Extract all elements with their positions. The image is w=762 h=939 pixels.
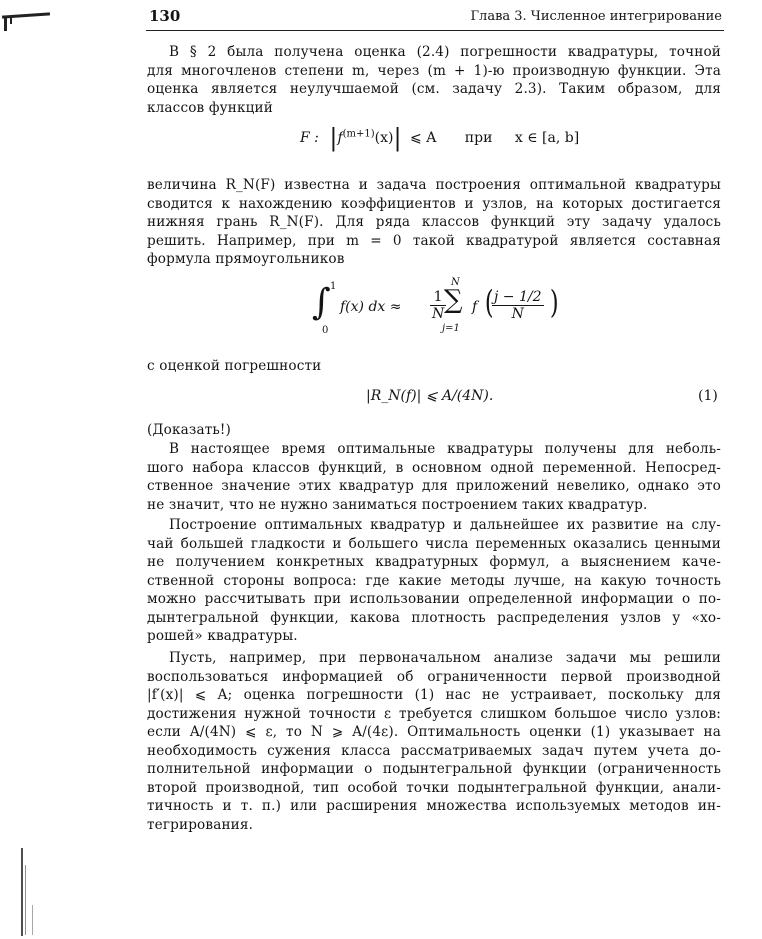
equation-number: (1) — [698, 388, 718, 404]
paragraph — [147, 440, 721, 514]
page-number: 130 — [149, 7, 181, 25]
eq-func: f — [472, 299, 478, 315]
text-line: Пусть, например, при первоначальном анализе задачи мы решили — [169, 650, 721, 666]
text-line: если A/(4N) ⩽ ε, то N ⩾ A/(4ε). Оптимальность оценки (1) указывает на — [147, 724, 721, 740]
text-line: формула прямоугольников — [147, 251, 345, 267]
text-line: классов функций — [147, 99, 273, 116]
fraction-numerator: 1 — [430, 289, 446, 306]
text-line: необходимость сужения класса рассматриваемых задач путем учета до- — [147, 742, 721, 759]
fraction-numerator: j − 1/2 — [494, 289, 542, 305]
paren-right: ) — [549, 283, 559, 321]
paragraph — [147, 357, 721, 376]
text-line: дынтегральной функции, какова плотность распределения узлов у «хо- — [147, 609, 721, 626]
text-line: рошей» квадратуры. — [147, 628, 298, 644]
text-line: Построение оптимальных квадратур и дальнейшее их развитие на слу- — [169, 517, 721, 533]
scan-mark — [21, 848, 23, 936]
text-line: не значит, что не нужно заниматься построением таких квадратур. — [147, 496, 648, 513]
text-line: можно рассчитывать при использовании определенной информации о по- — [147, 591, 721, 607]
header-rule — [146, 30, 724, 31]
sum-sign: ∑ — [444, 285, 463, 315]
text-line: полнительной информации о подынтегральной функции (ограниченность — [147, 761, 721, 777]
text-line: В § 2 была получена оценка (2.4) погрешности квадратуры, точной — [169, 44, 721, 60]
text-line: решить. Например, при m = 0 такой квадратурой является составная — [147, 232, 721, 249]
equation-rectangles-formula — [312, 277, 562, 339]
text-line: сводится к нахождению коэффициентов и узлов, на которых достигается — [147, 195, 721, 212]
eq-arg: (x) — [374, 130, 394, 146]
paragraph — [147, 421, 721, 440]
integrand: f(x) dx ≈ — [340, 299, 402, 315]
scan-mark — [32, 905, 33, 935]
sum-lower: j=1 — [442, 323, 460, 334]
paragraph — [147, 516, 721, 646]
paragraph — [147, 43, 721, 117]
text-line: В настоящее время оптимальные квадратуры получены для неболь- — [169, 441, 721, 457]
scan-mark — [10, 16, 12, 24]
eq-power: (m+1) — [342, 128, 375, 140]
eq-func: f — [337, 130, 343, 146]
eq-lhs: F : — [300, 130, 319, 146]
equation-class-definition: F : $|f^{(m+1)}(x)|$ ⩽ A при x ∈ [a, b] — [300, 124, 580, 152]
text-line: оценка является неулучшаемой (см. задачу 2.3). Таким образом, для — [147, 81, 721, 97]
text-line: воспользоваться информацией об ограниченности первой производной — [147, 668, 721, 685]
text-line: ственное значение этих квадратур для приложений невелико, однако это — [147, 478, 721, 494]
text-line: |f′(x)| ⩽ A; оценка погрешности (1) нас не устраивает, поскольку для — [147, 687, 721, 703]
text-line: тичность и т. п.) или расширения множества используемых методов ин- — [147, 798, 721, 814]
eq-rel: ⩽ A — [410, 130, 437, 146]
paragraph — [147, 649, 721, 834]
text-line: шого набора классов функций, в основном одной переменной. Непосред- — [147, 459, 721, 476]
text-line: чай большей гладкости и большего числа переменных оказались ценными — [147, 535, 721, 552]
text-line: тегрирования. — [147, 816, 254, 833]
integral-upper: 1 — [330, 281, 337, 292]
scan-mark — [25, 865, 26, 935]
paragraph — [147, 176, 721, 269]
text-line: не получением конкретных квадратурных формул, а выяснением каче- — [147, 554, 721, 570]
integral-lower: 0 — [322, 325, 329, 336]
eq-error-bound-text: |R_N(f)| ⩽ A/(4N). — [366, 388, 494, 404]
eq-cond: x ∈ [a, b] — [514, 130, 580, 146]
argument-fraction — [492, 289, 544, 322]
text-line: с оценкой погрешности — [147, 358, 322, 374]
sum-upper: N — [451, 277, 460, 288]
fraction-denominator: N — [432, 306, 445, 322]
text-line: ственной стороны вопроса: где какие методы лучше, на какую точность — [147, 572, 721, 589]
paren-left: ( — [484, 283, 494, 321]
chapter-title: Глава 3. Численное интегрирование — [470, 9, 722, 24]
text-line: достижения нужной точности ε требуется слишком большое число узлов: — [147, 705, 721, 722]
eq-word: при — [464, 130, 493, 146]
text-line: нижняя грань R_N(F). Для ряда классов функций эту задачу удалось — [147, 214, 721, 230]
scan-mark — [4, 17, 7, 31]
fraction-denominator: N — [511, 306, 524, 322]
text-line: (Доказать!) — [147, 422, 231, 438]
equation-error-bound — [366, 388, 493, 404]
text-line: второй производной, тип особой точки подынтегральной функции, анали- — [147, 779, 721, 796]
text-line: для многочленов степени m, через (m + 1)-ю производную функции. Эта — [147, 62, 721, 79]
text-line: величина R_N(F) известна и задача построения оптимальной квадратуры — [147, 177, 721, 193]
integral-sign: ∫ — [312, 282, 331, 323]
